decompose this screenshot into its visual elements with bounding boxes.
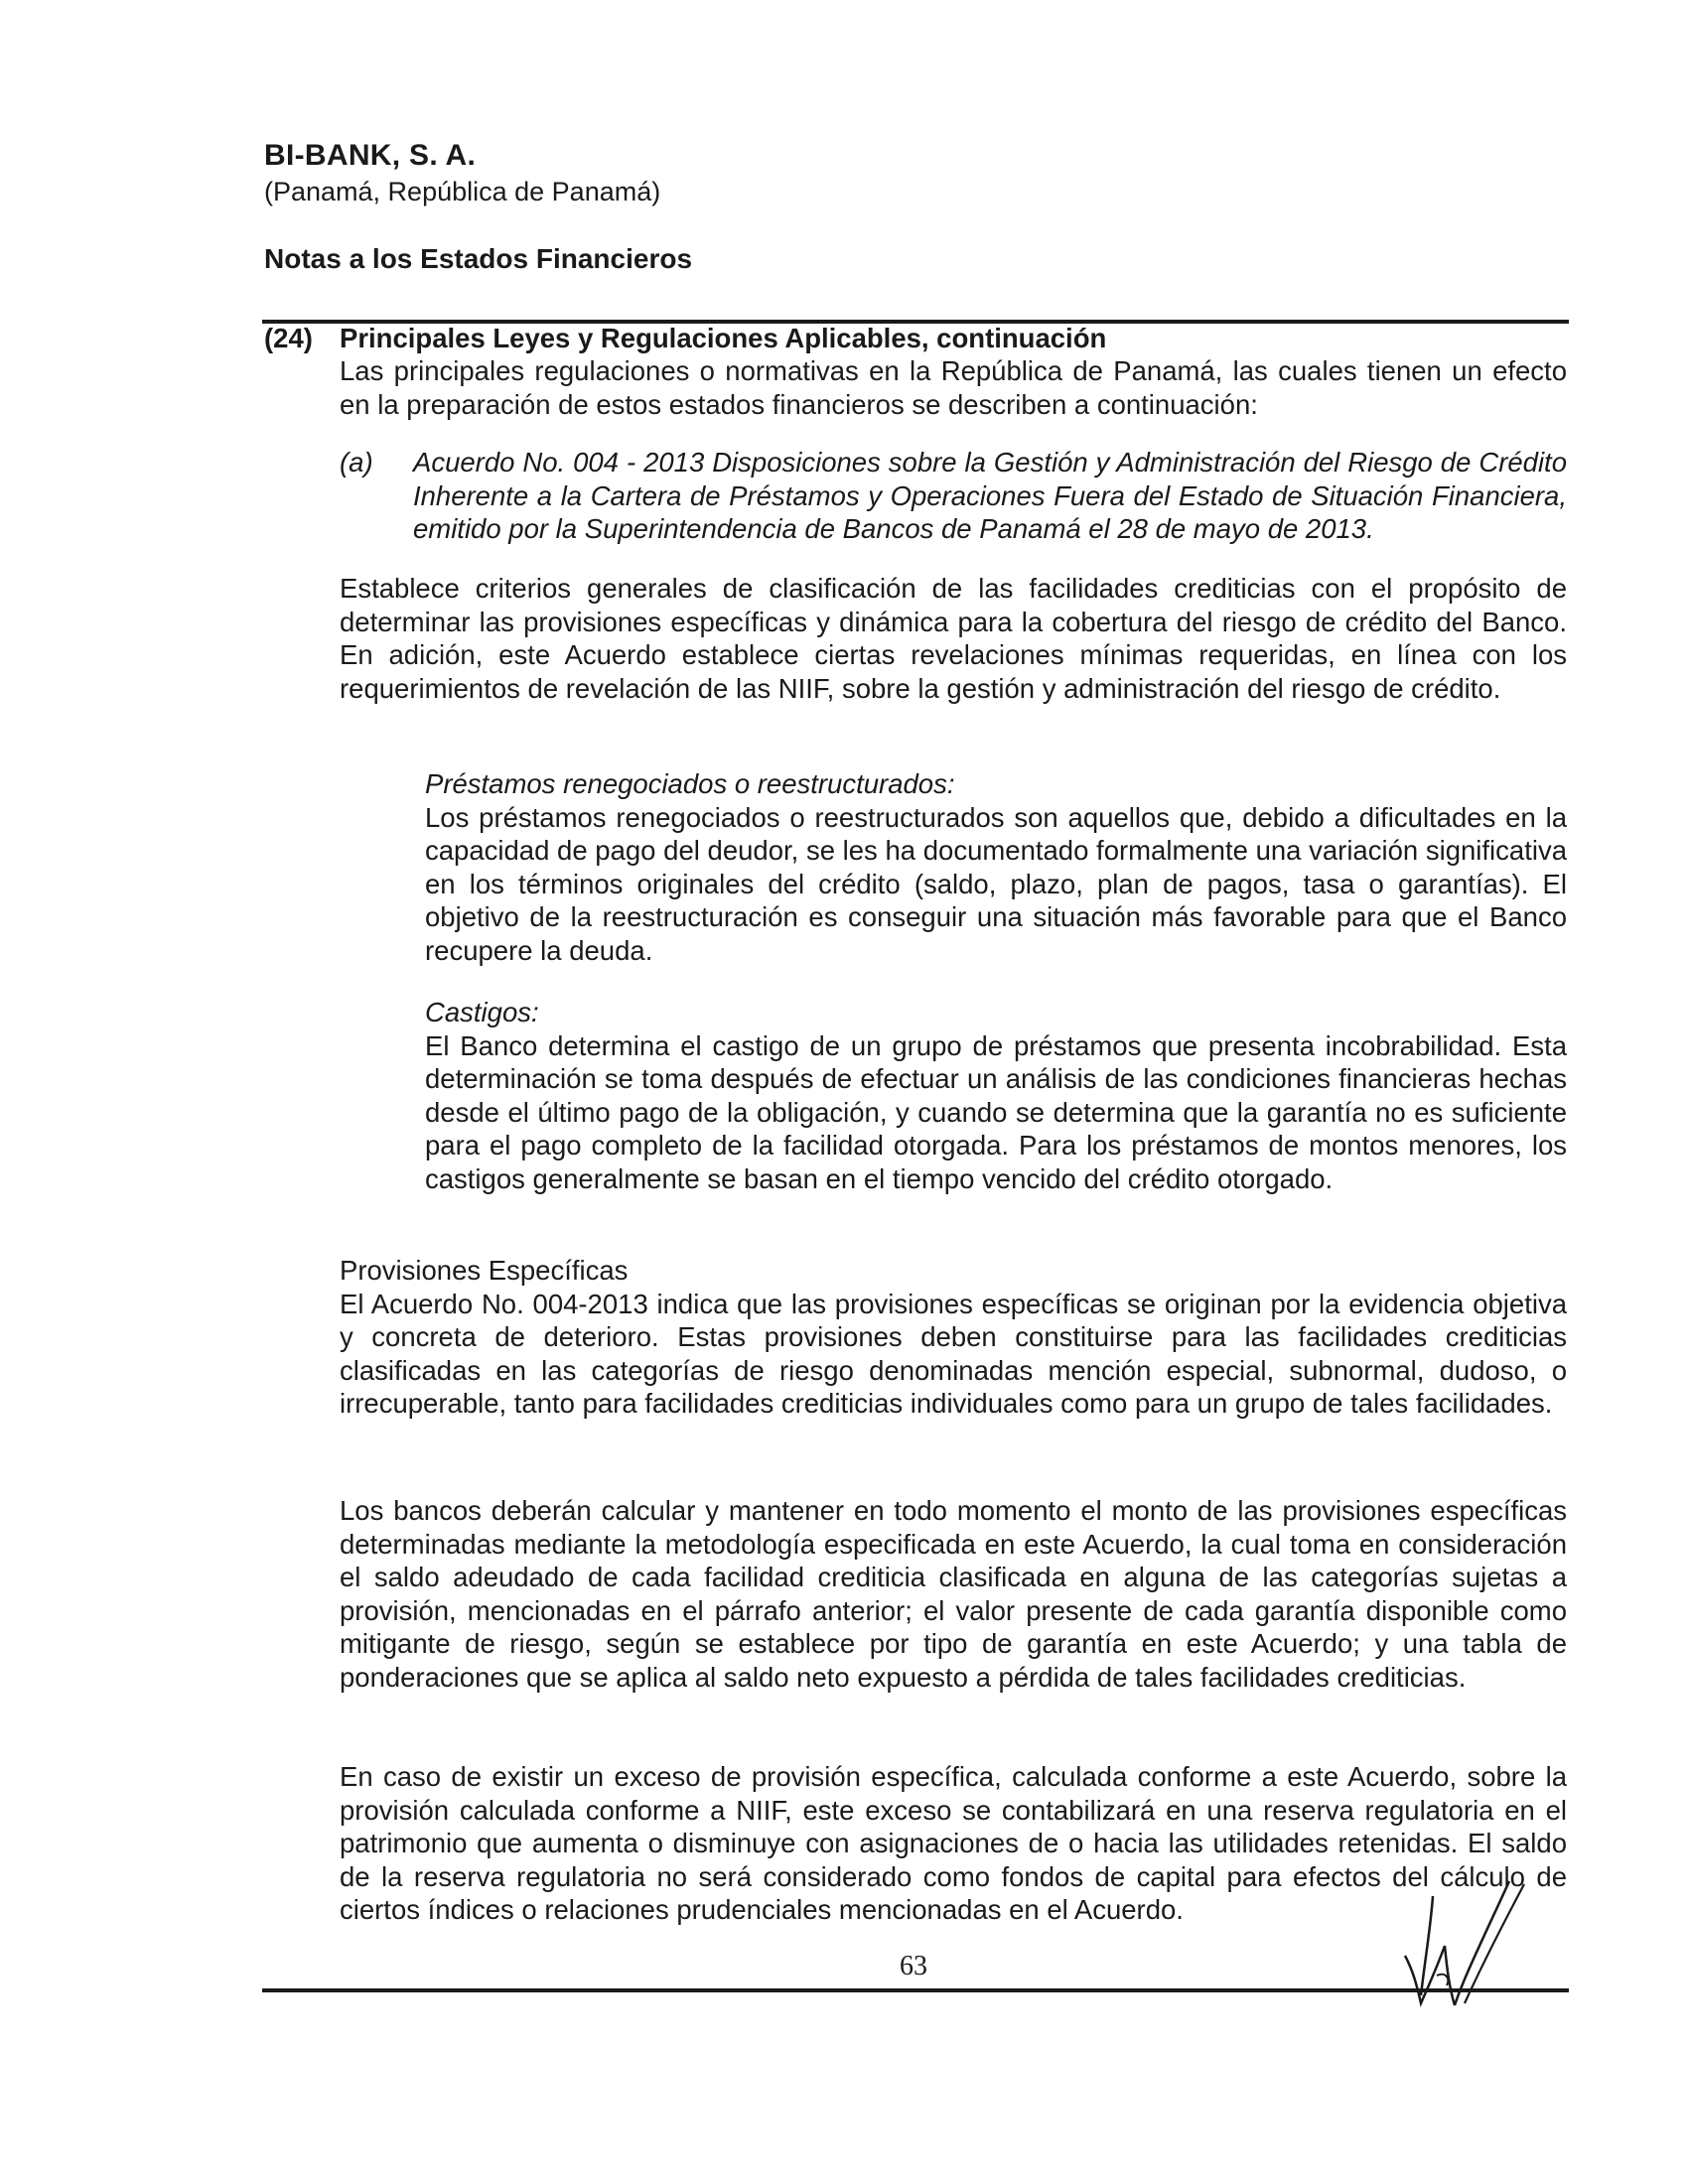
signature-icon [1385, 1876, 1554, 2015]
bottom-divider [262, 1988, 1569, 1992]
company-location: (Panamá, República de Panamá) [264, 177, 661, 206]
renegotiated-loans-title: Préstamos renegociados o reestructurados: [425, 768, 955, 799]
section-heading [264, 323, 1106, 354]
write-offs-section [425, 996, 1567, 1195]
item-a-label: (a) [340, 447, 373, 478]
establece-paragraph: Establece criterios generales de clasificación de las facilidades crediticias con el propósito de determinar las provisiones específicas y dinámica para la cobertura del riesgo de crédito del Banco. En adición, este Acuerdo establece ciertas revelaciones mínimas requeridas, en línea con los requerimientos de revelación de las NIIF, sobre la gestión y administración del riesgo de crédito. [340, 573, 1567, 704]
company-name: BI-BANK, S. A. [264, 139, 477, 172]
item-a-text: Acuerdo No. 004 - 2013 Disposiciones sobre la Gestión y Administración del Riesgo de Crédito Inherente a la Cartera de Préstamos y Operaciones Fuera del Estado de Situación Financiera, emitido por la Superintendencia de Bancos de Panamá el 28 de mayo de 2013. [413, 447, 1567, 544]
renegotiated-loans-text: Los préstamos renegociados o reestructurados son aquellos que, debido a dificultades en la capacidad de pago del deudor, se les ha documentado formalmente una variación significativa en los términos originales del crédito (saldo, plazo, plan de pagos, tasa o garantías). El objetivo de la reestructuración es conseguir una situación más favorable para que el Banco recupere la deuda. [425, 801, 1567, 966]
section-title: Principales Leyes y Regulaciones Aplicables, continuación [340, 323, 1107, 353]
intro-paragraph: Las principales regulaciones o normativas en la República de Panamá, las cuales tienen un efecto en la preparación de estos estados financieros se describen a continuación: [340, 355, 1567, 420]
specific-provisions-title: Provisiones Específicas [340, 1255, 629, 1286]
renegotiated-loans-section [425, 767, 1567, 967]
banks-paragraph: Los bancos deberán calcular y mantener en todo momento el monto de las provisiones específicas determinadas mediante la metodología especificada en este Acuerdo, la cual toma en consideración el saldo adeudado de cada facilidad crediticia clasificada en alguna de las categorías sujetas a provisión, mencionadas en el párrafo anterior; el valor presente de cada garantía disponible como mitigante de riesgo, según se establece por tipo de garantía en este Acuerdo; y una tabla de ponderaciones que se aplica al saldo neto expuesto a pérdida de tales facilidades crediticias. [340, 1495, 1567, 1693]
excess-paragraph: En caso de existir un exceso de provisión específica, calculada conforme a este Acuerdo, sobre la provisión calculada conforme a NIIF, este exceso se contabilizará en una reserva regulatoria en el patrimonio que aumenta o disminuye con asignaciones de o hacia las utilidades retenidas. El saldo de la reserva regulatoria no será considerado como fondos de capital para efectos del cálculo de ciertos índices o relaciones prudenciales mencionadas en el Acuerdo. [340, 1761, 1567, 1925]
specific-provisions-section [340, 1254, 1567, 1421]
item-a [340, 446, 1567, 546]
write-offs-title: Castigos: [425, 997, 539, 1027]
page-title: Notas a los Estados Financieros [264, 243, 693, 274]
section-number: (24) [264, 323, 313, 353]
write-offs-text: El Banco determina el castigo de un grupo de préstamos que presenta incobrabilidad. Esta determinación se toma después de efectuar un análisis de las condiciones financieras hechas desde el último pago de la obligación, y cuando se determina que la garantía no es suficiente para el pago completo de la facilidad otorgada. Para los préstamos de montos menores, los castigos generalmente se basan en el tiempo vencido del crédito otorgado. [425, 1029, 1567, 1194]
specific-provisions-text: El Acuerdo No. 004-2013 indica que las provisiones específicas se originan por la evidencia objetiva y concreta de deterioro. Estas provisiones deben constituirse para las facilidades crediticias clasificadas en las categorías de riesgo denominadas mención especial, subnormal, dudoso, o irrecuperable, tanto para facilidades crediticias individuales como para un grupo de tales facilidades. [340, 1288, 1567, 1419]
page-number: 63 [900, 1951, 927, 1981]
